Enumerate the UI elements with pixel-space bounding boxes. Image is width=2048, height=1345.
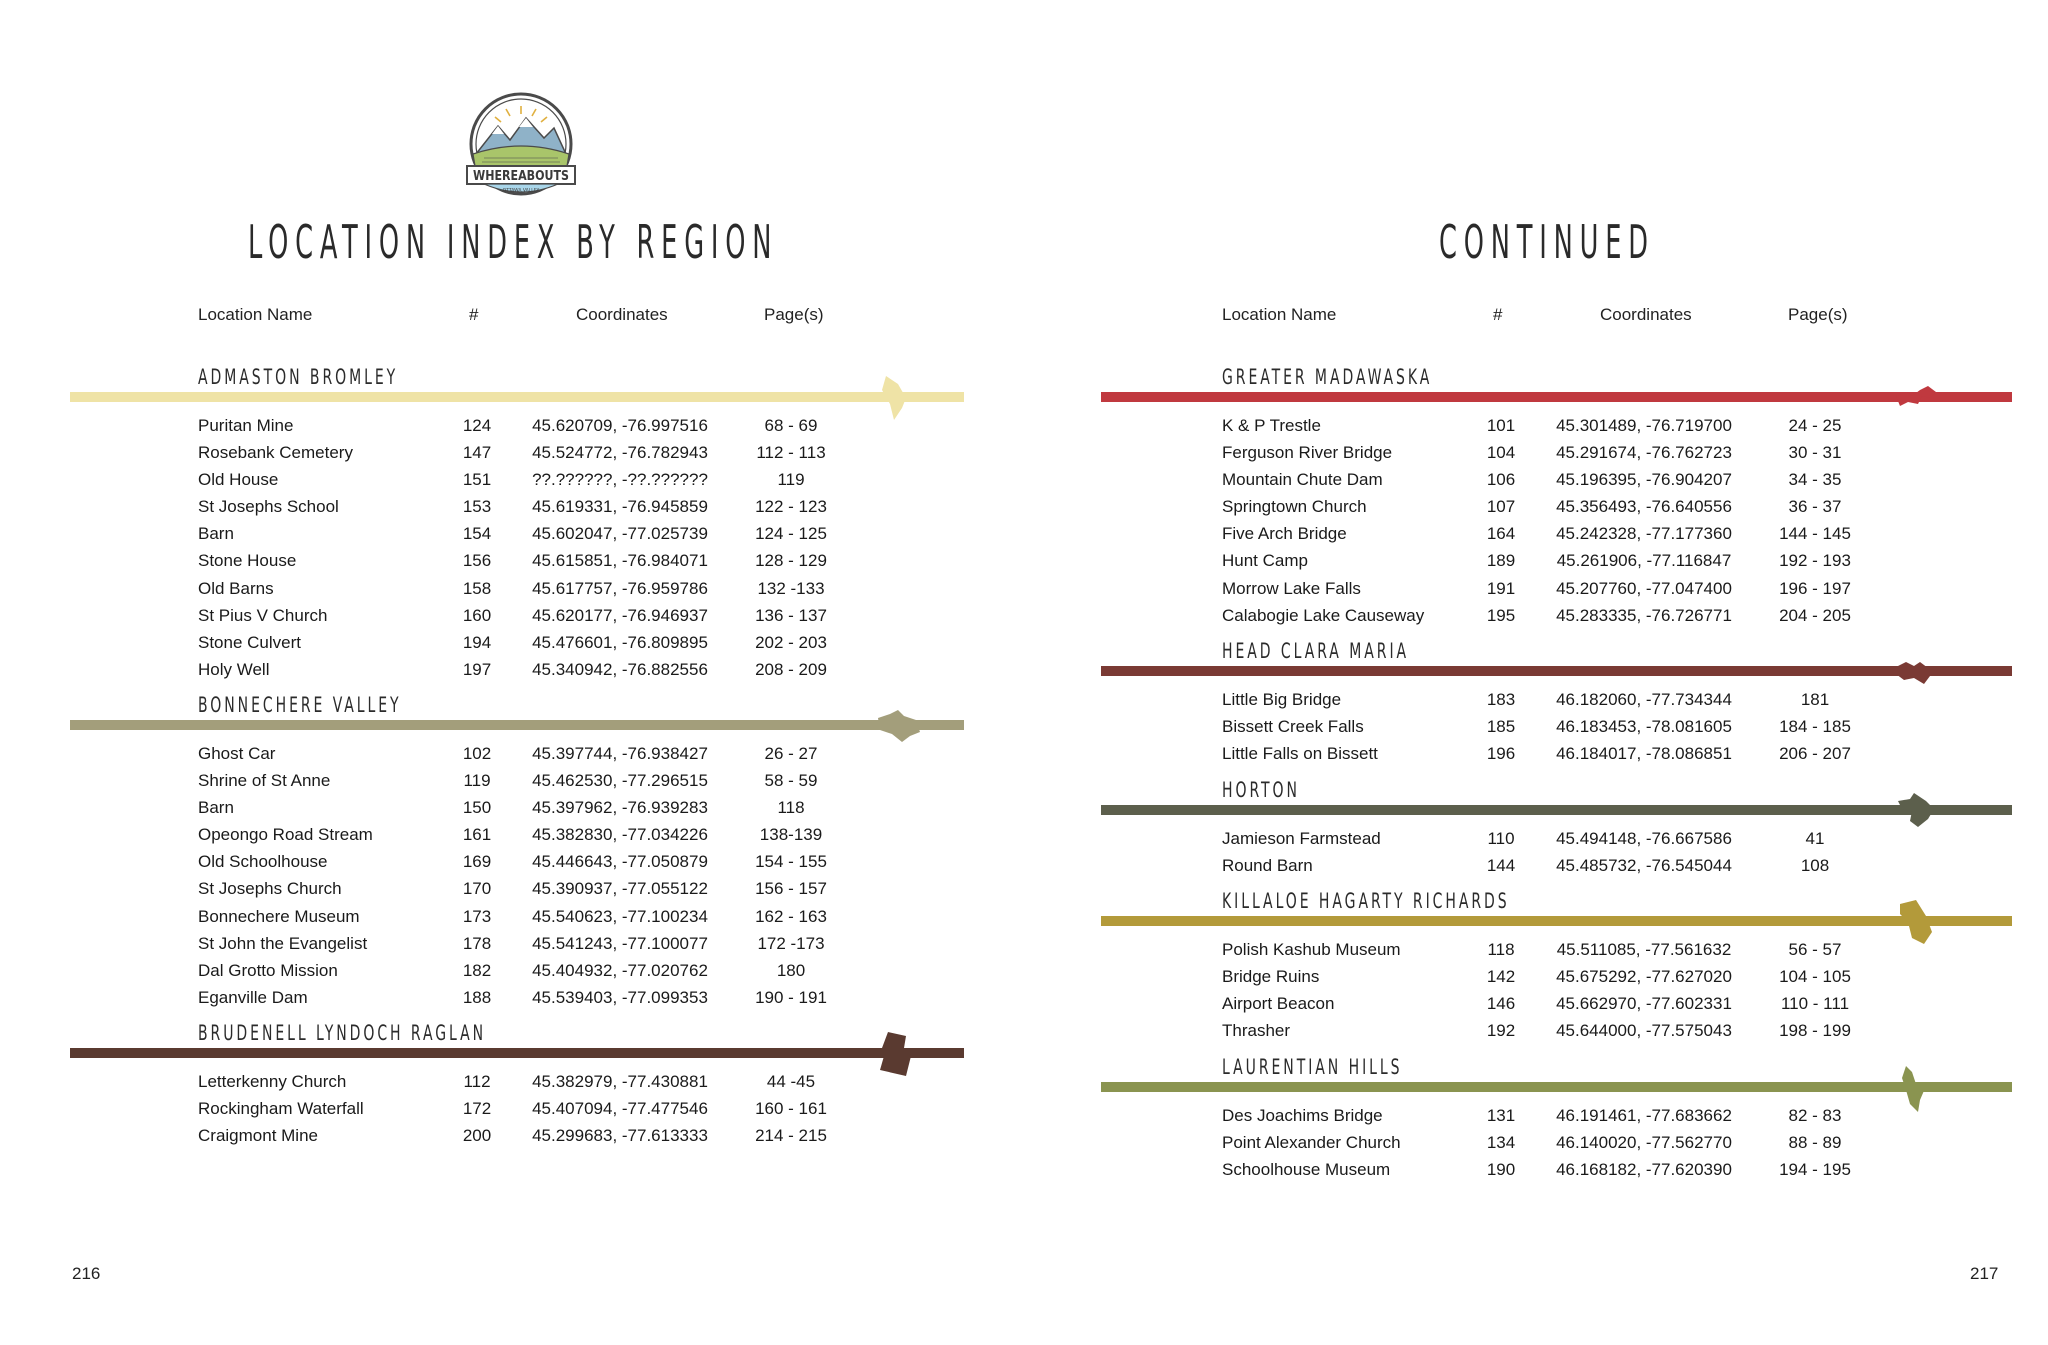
location-name: K & P Trestle [1222, 416, 1321, 435]
location-coordinates: 45.382979, -77.430881 [532, 1072, 708, 1091]
region-rows [0, 1068, 1024, 1149]
right-page [1024, 0, 2048, 1345]
location-pages: 198 - 199 [1779, 1021, 1851, 1041]
table-row [1024, 547, 2048, 574]
region-rows [1024, 686, 2048, 767]
location-coordinates: 45.540623, -77.100234 [532, 906, 708, 926]
location-coordinates: 46.184017, -78.086851 [1556, 744, 1732, 764]
region-color-band [70, 720, 964, 730]
location-number: 151 [462, 470, 492, 490]
location-pages: 56 - 57 [1788, 940, 1842, 959]
table-row [1024, 852, 2048, 879]
location-number: 134 [1486, 1133, 1516, 1153]
location-name: Eganville Dam [198, 987, 308, 1007]
logo-text: WHEREABOUTS [473, 169, 569, 184]
region-rows [1024, 825, 2048, 879]
location-number: 124 [462, 416, 492, 435]
location-name: Thrasher [1222, 1021, 1291, 1041]
location-pages: 44 -45 [766, 1072, 816, 1091]
location-coordinates: 45.291674, -76.762723 [1556, 443, 1732, 463]
location-name: Calabogie Lake Causeway [1222, 605, 1425, 625]
table-row [0, 1068, 1024, 1095]
location-name: Point Alexander Church [1222, 1133, 1401, 1153]
location-number: 197 [462, 659, 492, 679]
location-name: Stone Culvert [198, 632, 301, 652]
location-number: 188 [462, 987, 492, 1007]
table-row [1024, 1129, 2048, 1156]
location-pages: 181 [1800, 690, 1830, 709]
location-name: Hunt Camp [1222, 551, 1308, 571]
location-pages: 184 - 185 [1779, 717, 1851, 737]
region-color-band [70, 1048, 964, 1058]
table-row [1024, 412, 2048, 439]
location-number: 110 [1487, 829, 1515, 848]
location-name: Ghost Car [198, 744, 276, 763]
location-name: St Pius V Church [198, 605, 328, 625]
location-coordinates: 45.602047, -77.025739 [532, 524, 708, 544]
location-coordinates: 45.511085, -77.561632 [1556, 940, 1732, 959]
location-number: 183 [1486, 690, 1516, 709]
location-coordinates: 45.524772, -76.782943 [532, 443, 708, 463]
location-pages: 34 - 35 [1788, 470, 1842, 490]
location-coordinates: 45.283335, -76.726771 [1556, 605, 1732, 625]
page-number: 216 [72, 1264, 101, 1283]
region-color-band [1101, 805, 2012, 815]
region-rows [1024, 936, 2048, 1044]
location-pages: 194 - 195 [1779, 1160, 1851, 1180]
location-name: Mountain Chute Dam [1222, 470, 1383, 490]
region-rows [0, 412, 1024, 683]
region-color-band [1101, 916, 2012, 926]
location-pages: 41 [1805, 829, 1825, 848]
location-coordinates: 45.644000, -77.575043 [1556, 1021, 1732, 1041]
location-name: Polish Kashub Museum [1222, 940, 1401, 959]
location-coordinates: 45.407094, -77.477546 [532, 1099, 708, 1119]
location-name: Rockingham Waterfall [198, 1099, 364, 1119]
region-name: ADMASTON BROMLEY [198, 365, 399, 389]
location-pages: 118 [777, 798, 805, 818]
location-number: 164 [1486, 524, 1516, 544]
location-pages: 156 - 157 [755, 879, 827, 899]
table-row [0, 903, 1024, 930]
location-pages: 132 -133 [757, 578, 825, 598]
page-title: CONTINUED [1439, 215, 1655, 269]
location-pages: 88 - 89 [1788, 1133, 1842, 1153]
region-name: BRUDENELL LYNDOCH RAGLAN [198, 1021, 487, 1045]
location-coordinates: 45.340942, -76.882556 [532, 659, 708, 679]
location-pages: 136 - 137 [755, 605, 827, 625]
location-name: St Josephs School [198, 497, 339, 517]
location-coordinates: 45.299683, -77.613333 [532, 1126, 708, 1146]
table-row [0, 1095, 1024, 1122]
location-name: Opeongo Road Stream [198, 825, 373, 845]
location-name: Des Joachims Bridge [1222, 1106, 1383, 1125]
table-row [1024, 602, 2048, 629]
location-coordinates: 45.615851, -76.984071 [532, 551, 708, 571]
location-number: 196 [1486, 744, 1516, 764]
location-name: Ferguson River Bridge [1222, 443, 1393, 463]
table-row [1024, 990, 2048, 1017]
location-name: Rosebank Cemetery [198, 443, 353, 463]
location-pages: 108 [1800, 856, 1830, 876]
location-pages: 122 - 123 [755, 497, 827, 517]
location-number: 161 [462, 825, 492, 845]
location-coordinates: 45.397962, -76.939283 [532, 798, 708, 818]
location-name: Morrow Lake Falls [1222, 578, 1361, 598]
location-pages: 214 - 215 [755, 1126, 827, 1146]
location-name: Little Falls on Bissett [1222, 744, 1378, 764]
location-number: 158 [462, 578, 492, 598]
table-row [1024, 1156, 2048, 1183]
location-pages: 154 - 155 [755, 852, 827, 872]
location-pages: 26 - 27 [764, 744, 818, 763]
location-number: 200 [462, 1126, 492, 1146]
location-coordinates: 45.397744, -76.938427 [532, 744, 708, 763]
location-coordinates: 45.485732, -76.545044 [1556, 856, 1732, 876]
location-name: Letterkenny Church [198, 1072, 347, 1091]
location-name: Holy Well [198, 659, 270, 679]
table-row [0, 794, 1024, 821]
table-row [0, 439, 1024, 466]
header-pages: Page(s) [1788, 305, 1848, 324]
table-row [0, 629, 1024, 656]
location-number: 191 [1486, 578, 1516, 598]
location-number: 118 [1487, 940, 1515, 959]
location-number: 153 [462, 497, 492, 517]
location-number: 150 [462, 798, 492, 818]
location-name: Stone House [198, 551, 297, 571]
location-pages: 196 - 197 [1779, 578, 1851, 598]
table-row [1024, 936, 2048, 963]
location-pages: 24 - 25 [1788, 416, 1842, 435]
location-pages: 202 - 203 [755, 632, 827, 652]
location-coordinates: 45.675292, -77.627020 [1556, 967, 1732, 987]
location-coordinates: 45.620177, -76.946937 [532, 605, 708, 625]
location-coordinates: 46.191461, -77.683662 [1556, 1106, 1732, 1125]
location-name: Barn [198, 524, 234, 544]
table-row [0, 984, 1024, 1011]
location-number: 160 [462, 605, 492, 625]
location-pages: 162 - 163 [755, 906, 827, 926]
location-pages: 160 - 161 [755, 1099, 827, 1119]
region-name: GREATER MADAWASKA [1222, 365, 1433, 389]
region-name: BONNECHERE VALLEY [198, 693, 402, 717]
table-row [0, 575, 1024, 602]
table-row [0, 848, 1024, 875]
table-row [1024, 713, 2048, 740]
location-coordinates: 45.356493, -76.640556 [1556, 497, 1732, 517]
region-rows [0, 740, 1024, 1011]
location-coordinates: 46.183453, -78.081605 [1556, 717, 1732, 737]
location-number: 182 [462, 960, 492, 980]
whereabouts-logo-icon [462, 92, 580, 204]
location-coordinates: ??.??????, -??.?????? [532, 470, 708, 490]
location-coordinates: 45.404932, -77.020762 [532, 960, 708, 980]
location-number: 194 [462, 632, 492, 652]
location-coordinates: 46.168182, -77.620390 [1556, 1160, 1732, 1180]
location-name: Barn [198, 798, 234, 818]
location-name: Old Barns [198, 578, 274, 598]
location-pages: 104 - 105 [1779, 967, 1851, 987]
location-pages: 208 - 209 [755, 659, 827, 679]
location-number: 192 [1486, 1021, 1516, 1041]
header-pages: Page(s) [764, 305, 824, 324]
location-name: Old House [198, 470, 279, 490]
location-number: 185 [1486, 717, 1516, 737]
location-name: Five Arch Bridge [1222, 524, 1347, 544]
location-number: 101 [1486, 416, 1516, 435]
table-row [1024, 1102, 2048, 1129]
header-location-name: Location Name [1222, 305, 1337, 324]
location-number: 172 [462, 1099, 492, 1119]
location-number: 102 [462, 744, 492, 763]
table-row [1024, 466, 2048, 493]
table-row [0, 875, 1024, 902]
location-pages: 124 - 125 [755, 524, 827, 544]
table-row [0, 547, 1024, 574]
location-number: 112 [463, 1072, 491, 1091]
table-row [0, 602, 1024, 629]
location-name: Old Schoolhouse [198, 852, 328, 872]
table-row [0, 466, 1024, 493]
location-coordinates: 45.446643, -77.050879 [532, 852, 708, 872]
header-number: # [469, 305, 479, 324]
location-pages: 128 - 129 [755, 551, 827, 571]
table-row [1024, 740, 2048, 767]
location-coordinates: 45.382830, -77.034226 [532, 825, 708, 845]
location-coordinates: 45.541243, -77.100077 [532, 933, 708, 953]
location-number: 104 [1486, 443, 1516, 463]
location-pages: 82 - 83 [1788, 1106, 1842, 1125]
location-name: Bridge Ruins [1222, 967, 1320, 987]
location-number: 170 [462, 879, 492, 899]
location-pages: 110 - 111 [1780, 994, 1850, 1014]
table-row [0, 1122, 1024, 1149]
location-coordinates: 45.539403, -77.099353 [532, 987, 708, 1007]
location-coordinates: 45.242328, -77.177360 [1556, 524, 1732, 544]
location-number: 154 [462, 524, 492, 544]
table-row [1024, 575, 2048, 602]
location-number: 131 [1486, 1106, 1516, 1125]
location-name: Schoolhouse Museum [1222, 1160, 1391, 1180]
location-coordinates: 45.301489, -76.719700 [1556, 416, 1732, 435]
table-row [1024, 963, 2048, 990]
location-name: St Josephs Church [198, 879, 342, 899]
location-number: 190 [1486, 1160, 1516, 1180]
location-pages: 68 - 69 [764, 416, 818, 435]
location-pages: 138-139 [759, 825, 823, 845]
location-number: 146 [1486, 994, 1516, 1014]
location-name: Dal Grotto Mission [198, 960, 338, 980]
location-pages: 204 - 205 [1779, 605, 1851, 625]
location-coordinates: 46.140020, -77.562770 [1556, 1133, 1732, 1153]
location-name: St John the Evangelist [198, 933, 368, 953]
location-pages: 112 - 113 [756, 443, 826, 463]
location-pages: 172 -173 [757, 933, 825, 953]
location-number: 169 [462, 852, 492, 872]
location-number: 178 [462, 933, 492, 953]
region-rows [1024, 412, 2048, 629]
location-coordinates: 45.390937, -77.055122 [532, 879, 708, 899]
location-name: Jamieson Farmstead [1222, 829, 1381, 848]
region-name: HEAD CLARA MARIA [1222, 639, 1410, 663]
location-coordinates: 45.617757, -76.959786 [532, 578, 708, 598]
location-number: 119 [463, 771, 491, 791]
header-location-name: Location Name [198, 305, 313, 324]
location-pages: 190 - 191 [755, 987, 827, 1007]
table-row [0, 656, 1024, 683]
location-coordinates: 45.620709, -76.997516 [532, 416, 708, 435]
location-coordinates: 45.662970, -77.602331 [1556, 994, 1732, 1014]
location-pages: 192 - 193 [1779, 551, 1851, 571]
location-name: Craigmont Mine [198, 1126, 318, 1146]
location-coordinates: 45.462530, -77.296515 [532, 771, 708, 791]
table-row [1024, 493, 2048, 520]
table-row [1024, 520, 2048, 547]
location-coordinates: 45.207760, -77.047400 [1556, 578, 1732, 598]
table-row [1024, 825, 2048, 852]
location-pages: 206 - 207 [1779, 744, 1851, 764]
location-name: Little Big Bridge [1222, 690, 1342, 709]
location-pages: 119 [777, 470, 805, 490]
logo-subtext: OTTAWA VALLEY [502, 188, 540, 194]
region-name: KILLALOE HAGARTY RICHARDS [1222, 889, 1510, 913]
location-coordinates: 45.196395, -76.904207 [1556, 470, 1732, 490]
region-color-band [70, 392, 964, 402]
location-coordinates: 45.619331, -76.945859 [532, 497, 708, 517]
location-pages: 36 - 37 [1788, 497, 1842, 517]
region-rows [1024, 1102, 2048, 1183]
location-pages: 180 [776, 960, 806, 980]
region-name: LAURENTIAN HILLS [1222, 1055, 1403, 1079]
table-row [0, 957, 1024, 984]
table-row [0, 767, 1024, 794]
location-number: 156 [462, 551, 492, 571]
page-title: LOCATION INDEX BY REGION [248, 215, 779, 269]
location-number: 106 [1486, 470, 1516, 490]
location-coordinates: 45.476601, -76.809895 [532, 632, 708, 652]
location-name: Bonnechere Museum [198, 906, 360, 926]
region-name: HORTON [1222, 778, 1300, 802]
location-name: Springtown Church [1222, 497, 1367, 517]
location-coordinates: 45.261906, -77.116847 [1556, 551, 1732, 571]
table-row [1024, 439, 2048, 466]
header-coordinates: Coordinates [1600, 305, 1692, 324]
location-number: 189 [1486, 551, 1516, 571]
location-name: Round Barn [1222, 856, 1313, 876]
table-row [0, 930, 1024, 957]
table-row [0, 412, 1024, 439]
location-number: 144 [1486, 856, 1516, 876]
table-row [1024, 686, 2048, 713]
location-name: Airport Beacon [1222, 994, 1335, 1014]
region-color-band [1101, 392, 2012, 402]
table-row [1024, 1017, 2048, 1044]
region-color-band [1101, 1082, 2012, 1092]
region-color-band [1101, 666, 2012, 676]
location-name: Shrine of St Anne [198, 771, 331, 791]
header-number: # [1493, 305, 1503, 324]
table-row [0, 821, 1024, 848]
location-number: 107 [1486, 497, 1516, 517]
table-row [0, 740, 1024, 767]
location-number: 173 [462, 906, 492, 926]
page-number: 217 [1970, 1264, 1999, 1283]
location-name: Bissett Creek Falls [1222, 717, 1364, 737]
location-name: Puritan Mine [198, 416, 294, 435]
table-row [0, 520, 1024, 547]
location-number: 195 [1486, 605, 1516, 625]
location-coordinates: 45.494148, -76.667586 [1556, 829, 1732, 848]
location-number: 147 [462, 443, 492, 463]
location-pages: 30 - 31 [1788, 443, 1842, 463]
location-coordinates: 46.182060, -77.734344 [1556, 690, 1732, 709]
location-pages: 144 - 145 [1779, 524, 1851, 544]
table-row [0, 493, 1024, 520]
location-number: 142 [1486, 967, 1516, 987]
header-coordinates: Coordinates [576, 305, 668, 324]
location-pages: 58 - 59 [764, 771, 818, 791]
